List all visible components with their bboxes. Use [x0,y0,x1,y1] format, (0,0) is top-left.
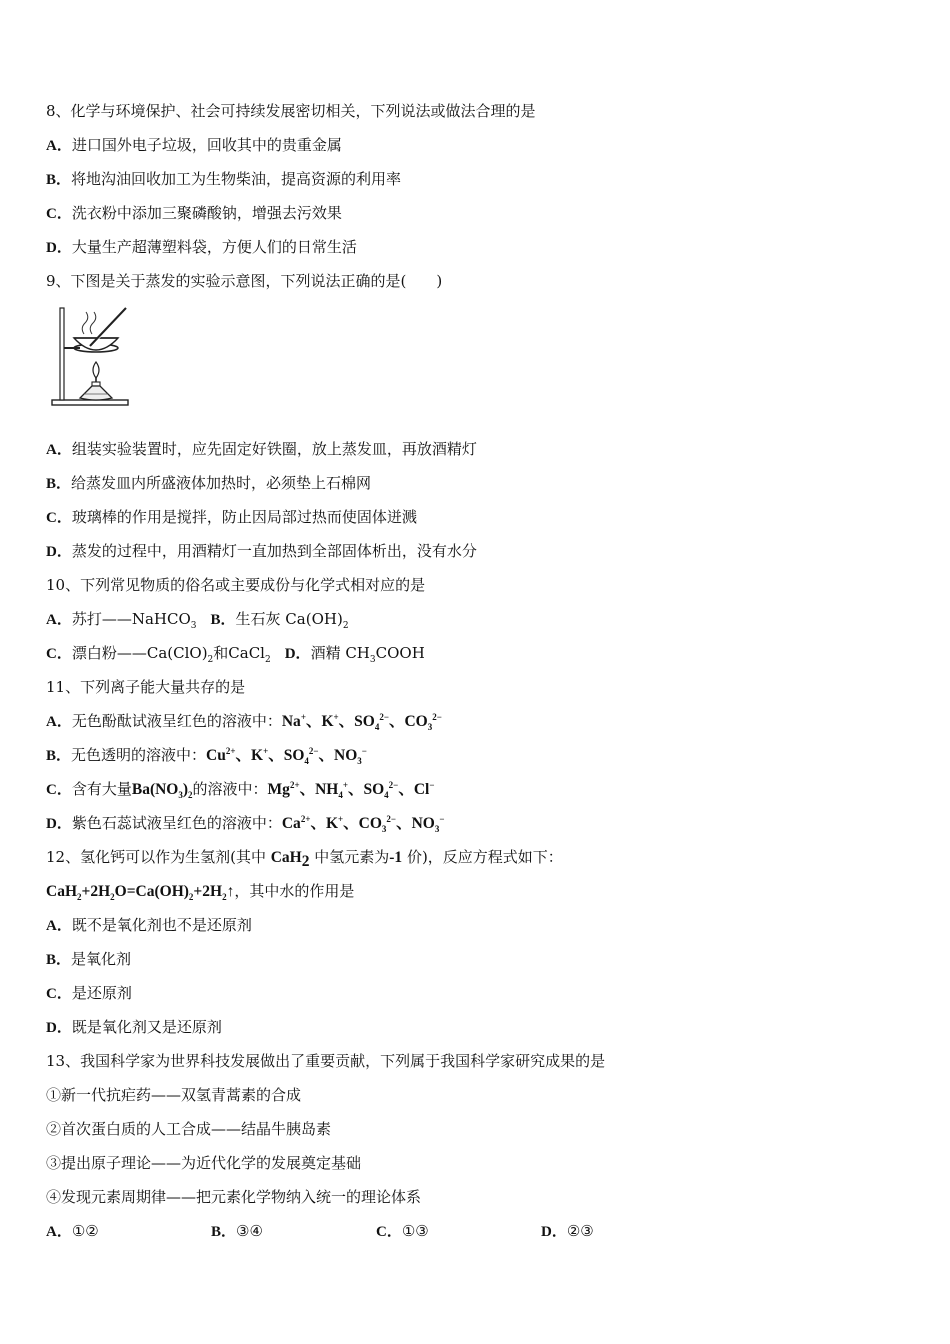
option-label: A． [46,1224,72,1240]
option-label: B． [46,748,72,764]
option-text: 玻璃棒的作用是搅拌，防止因局部过热而使固体迸溅 [71,508,417,526]
stem-text: ，其中水的作用是 [234,882,355,900]
stem-text: 价)，反应方程式如下： [402,848,563,866]
option-text: 组装实验装置时，应先固定好铁圈，放上蒸发皿，再放酒精灯 [71,440,477,458]
ion-list: $Mg^{2+}$、$NH_4^+$、$SO_4^{2-}$、Cl− [267,779,435,801]
q12-option-d [46,1017,222,1038]
option-text: 含有大量 [71,780,132,798]
q9-stem: 9、下图是关于蒸发的实验示意图，下列说法正确的是( ) [46,272,443,290]
q10-options-cd [46,643,425,664]
option-text: 蒸发的过程中，用酒精灯一直加热到全部固体析出，没有水分 [71,542,477,560]
subscript: 2 [342,621,349,631]
subscript: 2 [264,655,271,665]
option-text: 洗衣粉中添加三聚磷酸钠，增强去污效果 [71,204,342,222]
option-text: 和CaCl [213,644,265,662]
option-text: ①② [71,1222,99,1240]
option-text: 既是氧化剂又是还原剂 [71,1018,222,1036]
option-text: 的溶液中： [192,780,268,798]
compound: $Ba(NO_3)_2$ [131,781,193,801]
q8-stem: 8、化学与环境保护、社会可持续发展密切相关，下列说法或做法合理的是 [46,102,536,120]
evaporation-apparatus-figure [50,304,132,408]
ion-list: Na+、K+、$SO_4^{2-}$、$CO_3^{2-}$ [281,711,442,733]
q9-option-c [46,507,417,528]
q12-equation [46,881,354,902]
option-text: 苏打——NaHCO [71,610,191,628]
q11-option-a [46,711,442,732]
q13-options [46,1221,661,1242]
q8-option-a [46,135,342,156]
q13-option-b [211,1221,376,1242]
option-text: 紫色石蕊试液呈红色的溶液中： [71,814,282,832]
option-label: D． [46,1020,72,1036]
q8-option-c [46,203,342,224]
option-text: 大量生产超薄塑料袋，方便人们的日常生活 [71,238,357,256]
option-text: 生石灰 Ca(OH) [235,610,343,628]
option-text: 是还原剂 [71,984,132,1002]
option-label: B． [46,172,72,188]
option-label: B． [211,1224,237,1240]
option-text: ②③ [566,1222,594,1240]
q10-stem: 10、下列常见物质的俗名或主要成份与化学式相对应的是 [46,576,426,594]
option-label: D． [284,646,311,662]
q12-option-b [46,949,131,970]
option-label: C． [46,782,72,798]
q9-option-d [46,541,477,562]
option-label: C． [46,986,72,1002]
option-label: B． [46,476,72,492]
option-text: 无色酚酞试液呈红色的溶液中： [71,712,282,730]
q12-option-a [46,915,252,936]
q13-option-c [376,1221,541,1242]
option-label: D． [46,240,72,256]
q9-option-b [46,473,371,494]
q12-option-c [46,983,132,1004]
option-text: 漂白粉——Ca(ClO) [71,644,208,662]
ion-list: $Ca^{2+}$、K+、$CO_3^{2-}$、$NO_3^-$ [281,813,445,835]
option-text: ③④ [236,1222,263,1240]
q10-options-ab [46,609,349,630]
ion-list: $Cu^{2+}$、K+、$SO_4^{2-}$、$NO_3^-$ [206,745,367,767]
q13-option-a [46,1221,211,1242]
stem-text: 中氢元素为 [309,848,390,866]
q8-option-d [46,237,357,258]
option-text: 无色透明的溶液中： [71,746,207,764]
q11-option-b [46,745,367,766]
option-label: D． [541,1224,567,1240]
option-label: A． [46,918,72,934]
reaction-equation: $CaH_2+2H_2O=Ca(OH)_2+2H_2↑$ [46,883,235,903]
option-text: 将地沟油回收加工为生物柴油，提高资源的利用率 [71,170,402,188]
q13-option-d [541,1221,661,1242]
q11-option-d [46,813,444,834]
option-text: 给蒸发皿内所盛液体加热时，必须垫上石棉网 [71,474,372,492]
option-text: 是氧化剂 [71,950,132,968]
q11-stem: 11、下列离子能大量共存的是 [46,678,246,696]
subscript: 2 [207,655,214,665]
q13-item-3: ③提出原子理论——为近代化学的发展奠定基础 [46,1154,362,1172]
option-text: 进口国外电子垃圾，回收其中的贵重金属 [71,136,342,154]
option-text: 酒精 CH [310,644,370,662]
q13-item-4: ④发现元素周期律——把元素化学物纳入统一的理论体系 [46,1188,422,1206]
q9-option-a [46,439,477,460]
option-label: C． [46,510,72,526]
q11-option-c [46,779,434,800]
option-label: B． [46,952,72,968]
option-label: A． [46,714,72,730]
option-label: C． [376,1224,402,1240]
stem-text: 12、氢化钙可以作为生氢剂(其中 [46,848,271,866]
q13-stem: 13、我国科学家为世界科技发展做出了重要贡献，下列属于我国科学家研究成果的是 [46,1052,606,1070]
option-text: COOH [375,644,425,662]
q13-item-2: ②首次蛋白质的人工合成——结晶牛胰岛素 [46,1120,332,1138]
option-label: C． [46,206,72,222]
option-label: A． [46,612,72,628]
option-label: B． [210,612,236,628]
q12-stem [46,847,563,868]
option-text: ①③ [401,1222,429,1240]
option-label: D． [46,544,72,560]
subscript: 3 [369,655,376,665]
option-label: C． [46,646,72,662]
option-label: A． [46,138,72,154]
subscript: 2 [301,853,310,870]
option-text: 既不是氧化剂也不是还原剂 [71,916,252,934]
q8-option-b [46,169,401,190]
valence: -1 [389,849,403,866]
option-label: A． [46,442,72,458]
option-label: D． [46,816,72,832]
q13-item-1: ①新一代抗疟药——双氢青蒿素的合成 [46,1086,302,1104]
compound: CaH [270,849,302,866]
subscript: 3 [190,621,197,631]
